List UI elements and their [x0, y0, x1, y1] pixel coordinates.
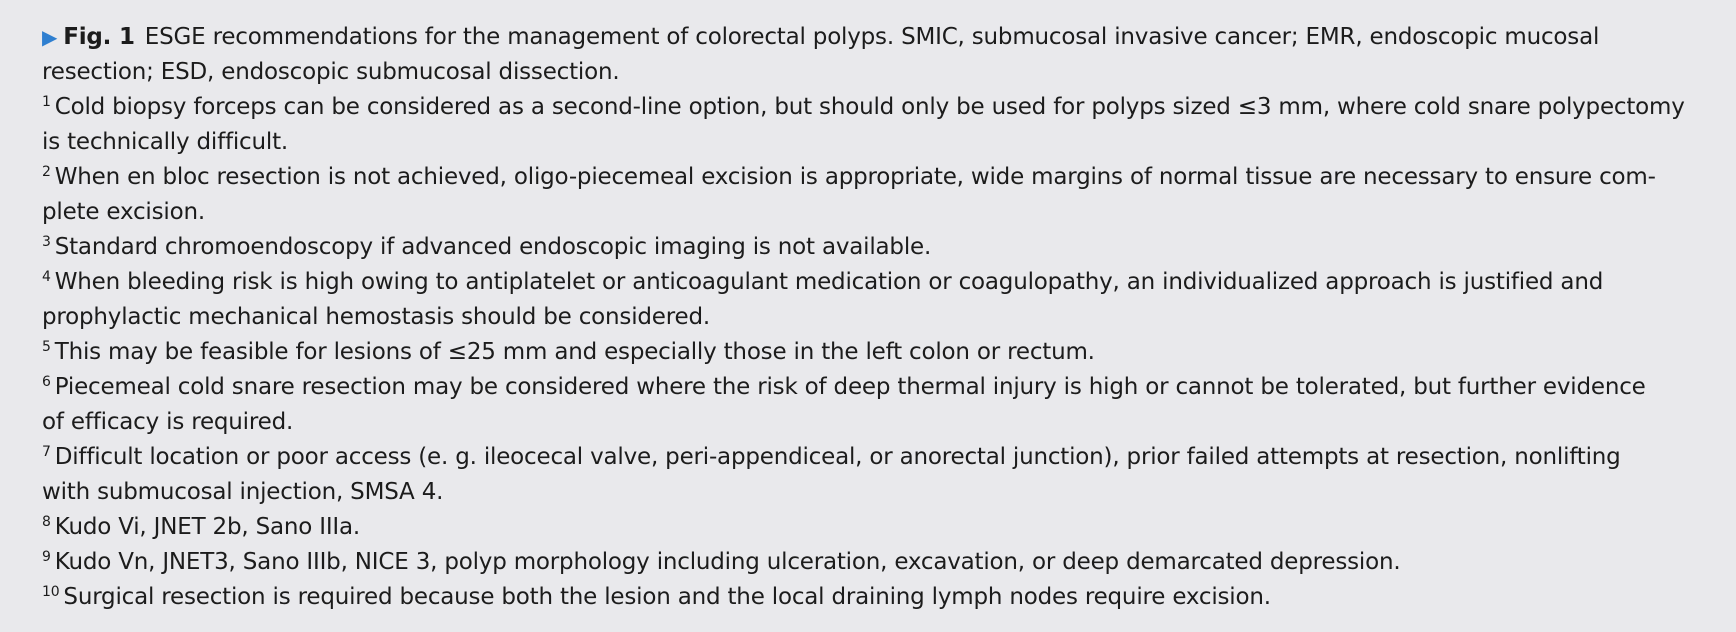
footnote-1-text: Cold biopsy forceps can be considered as a second-line option, but should only be used for polyps sized ≤3 mm, where cold snare polypectomy: [54, 94, 1685, 120]
footnote-10-text: Surgical resection is required because both the lesion and the local draining lymph nodes require excision.: [63, 584, 1271, 610]
footnote-5-number: 5: [42, 339, 51, 355]
footnote-4-text: When bleeding risk is high owing to antiplatelet or anticoagulant medication or coagulopathy, an individualized approach is justified and: [54, 269, 1604, 295]
footnote-3-number: 3: [42, 234, 51, 250]
footnote-7-line-2: [42, 475, 1716, 510]
footnote-2-text-continued: plete excision.: [42, 199, 205, 225]
footnote-6-line-2: [42, 405, 1716, 440]
footnote-4-line-1: [42, 265, 1716, 300]
caption-title: ESGE recommendations for the management of colorectal polyps. SMIC, submucosal invasive cancer; EMR, endoscopic mucosal: [144, 24, 1600, 50]
figure-label: Fig. 1: [63, 24, 135, 50]
footnote-10-line-1: [42, 580, 1716, 615]
footnote-6-line-1: [42, 370, 1716, 405]
triangle-arrow-icon: ▶: [42, 25, 58, 49]
footnote-6-text-continued: of efficacy is required.: [42, 409, 294, 435]
footnote-6-number: 6: [42, 374, 51, 390]
footnote-2-number: 2: [42, 164, 51, 180]
footnote-1-number: 1: [42, 94, 51, 110]
footnote-7-number: 7: [42, 444, 51, 460]
footnote-7-text: Difficult location or poor access (e. g. ileocecal valve, peri-appendiceal, or anorectal junction), prior failed attempts at resection, nonlifting: [54, 444, 1621, 470]
footnote-9-number: 9: [42, 549, 51, 565]
footnote-8-text: Kudo Vi, JNET 2b, Sano IIIa.: [54, 514, 361, 540]
footnote-3-text: Standard chromoendoscopy if advanced endoscopic imaging is not available.: [54, 234, 932, 260]
caption-title-continued: resection; ESD, endoscopic submucosal dissection.: [42, 59, 620, 85]
footnote-1-line-2: [42, 125, 1716, 160]
footnote-3-line-1: [42, 230, 1716, 265]
footnote-9-line-1: [42, 545, 1716, 580]
footnote-4-text-continued: prophylactic mechanical hemostasis should be considered.: [42, 304, 710, 330]
footnote-4-number: 4: [42, 269, 51, 285]
footnote-8-line-1: [42, 510, 1716, 545]
footnote-2-line-2: [42, 195, 1716, 230]
footnote-7-text-continued: with submucosal injection, SMSA 4.: [42, 479, 444, 505]
footnote-5-text: This may be feasible for lesions of ≤25 mm and especially those in the left colon or rectum.: [54, 339, 1095, 365]
footnote-2-text: When en bloc resection is not achieved, oligo-piecemeal excision is appropriate, wide margins of normal tissue are necessary to ensure com-: [54, 164, 1656, 190]
caption-title-line-1: [42, 20, 1716, 55]
footnote-9-text: Kudo Vn, JNET3, Sano IIIb, NICE 3, polyp morphology including ulceration, excavation, or deep demarcated depression.: [54, 549, 1401, 575]
footnote-5-line-1: [42, 335, 1716, 370]
footnote-4-line-2: [42, 300, 1716, 335]
caption-title-line-2: [42, 55, 1716, 90]
footnote-1-line-1: [42, 90, 1716, 125]
footnote-10-number: 10: [42, 584, 60, 600]
footnote-7-line-1: [42, 440, 1716, 475]
footnote-8-number: 8: [42, 514, 51, 530]
footnote-1-text-continued: is technically difficult.: [42, 129, 289, 155]
footnote-2-line-1: [42, 160, 1716, 195]
footnote-6-text: Piecemeal cold snare resection may be considered where the risk of deep thermal injury is high or cannot be tolerated, but further evidence: [54, 374, 1646, 400]
